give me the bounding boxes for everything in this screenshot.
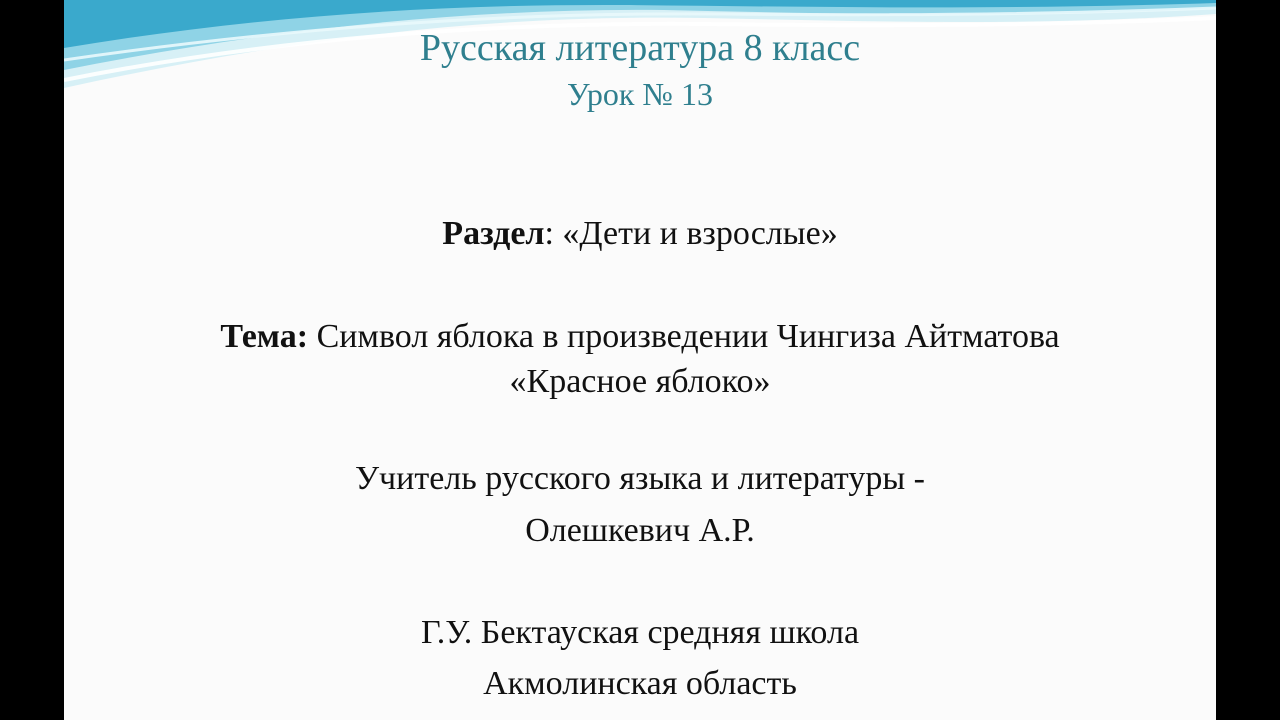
teacher-name: Олешкевич А.Р. (525, 512, 755, 549)
school-region: Акмолинская область (483, 665, 797, 702)
slide-title: Русская литература 8 класс (419, 27, 861, 69)
school-name: Г.У. Бектауская средняя школа (420, 614, 860, 651)
topic-label: Тема: (220, 318, 309, 355)
topic-value: Символ яблока в произведении Чингиза Айтматова (308, 318, 1060, 355)
section-line (64, 215, 1216, 253)
lesson-number: Урок № 13 (567, 76, 713, 112)
topic-line (64, 318, 1216, 356)
topic-line-2: «Красное яблоко» (509, 363, 771, 400)
section-value: : «Дети и взрослые» (544, 215, 838, 252)
section-label: Раздел (442, 215, 545, 252)
slide (64, 0, 1216, 720)
teacher-role: Учитель русского языка и литературы - (354, 460, 925, 497)
